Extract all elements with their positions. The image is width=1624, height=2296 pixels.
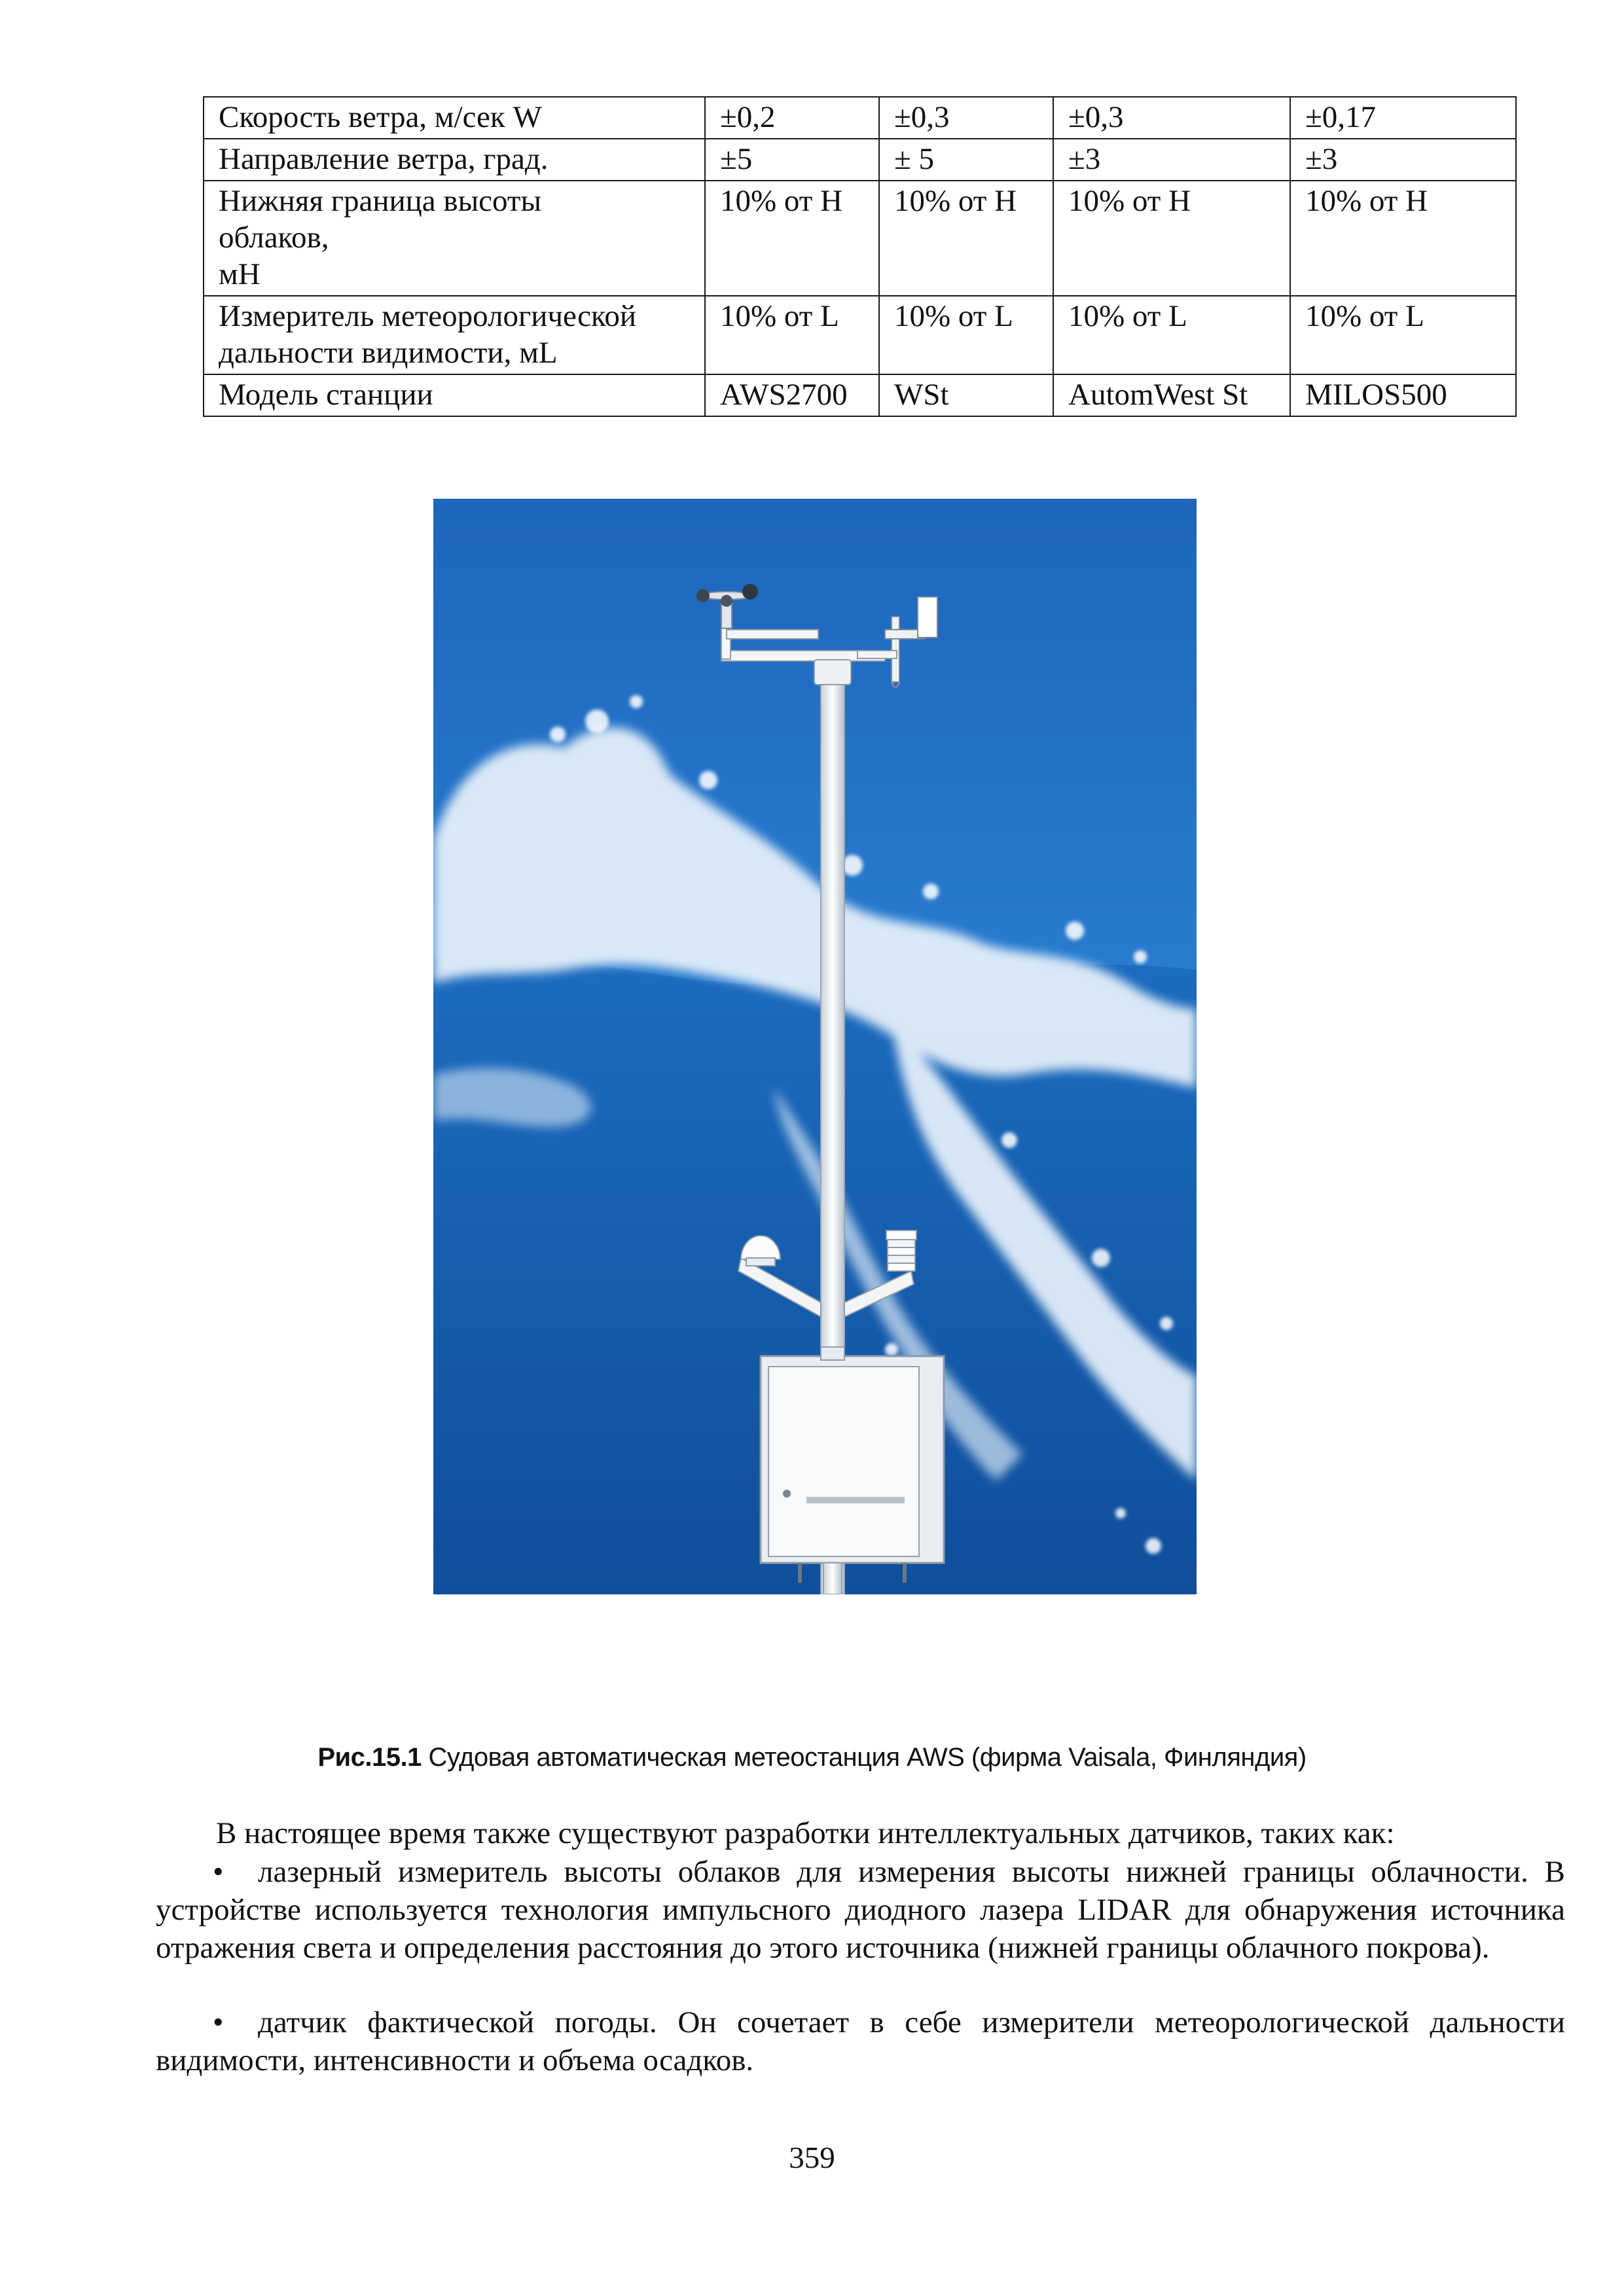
row-parameter: Измеритель метеорологической дальности видимости, мL xyxy=(204,296,705,374)
cell-automwest: ±0,3 xyxy=(1053,97,1290,139)
cell-milos500: MILOS500 xyxy=(1290,374,1516,416)
table-row xyxy=(204,97,1516,139)
cell-automwest: 10% от Н xyxy=(1053,181,1290,296)
radiation-shield xyxy=(886,1230,916,1271)
cell-aws2700: 10% от Н xyxy=(705,181,879,296)
row-parameter: Скорость ветра, м/сек W xyxy=(204,97,705,139)
cell-milos500: ±0,17 xyxy=(1290,97,1516,139)
figure-caption-text: Судовая автоматическая метеостанция AWS (фирма Vaisala, Финляндия) xyxy=(421,1743,1307,1772)
bullet-text: датчик фактической погоды. Он сочетает в себе измерители метеорологической дальности видимости, интенсивности и объема осадков. xyxy=(156,2005,1565,2077)
cell-automwest: AutomWest St xyxy=(1053,374,1290,416)
cell-aws2700: ±5 xyxy=(705,139,879,181)
cell-wst: ±0,3 xyxy=(879,97,1053,139)
table-row xyxy=(204,374,1516,416)
page-number: 359 xyxy=(789,2141,835,2175)
list-item xyxy=(156,1853,1565,1967)
intro-paragraph: В настоящее время также существуют разработки интеллектуальных датчиков, таких как: xyxy=(216,1816,1395,1850)
cell-milos500: 10% от Н xyxy=(1290,181,1516,296)
row-parameter: Направление ветра, град. xyxy=(204,139,705,181)
table-row xyxy=(204,296,1516,374)
row-parameter: Модель станции xyxy=(204,374,705,416)
cell-milos500: 10% от L xyxy=(1290,296,1516,374)
cell-wst: 10% от Н xyxy=(879,181,1053,296)
table-row xyxy=(204,181,1516,296)
figure-caption xyxy=(0,1743,1624,1772)
list-item xyxy=(156,2003,1565,2079)
cell-automwest: 10% от L xyxy=(1053,296,1290,374)
cell-aws2700: 10% от L xyxy=(705,296,879,374)
cell-wst: ± 5 xyxy=(879,139,1053,181)
cell-automwest: ±3 xyxy=(1053,139,1290,181)
weather-station-photo xyxy=(433,499,1197,1594)
cell-wst: WSt xyxy=(879,374,1053,416)
electronics-enclosure xyxy=(761,1347,944,1594)
cell-aws2700: ±0,2 xyxy=(705,97,879,139)
specifications-table xyxy=(203,96,1517,417)
bullet-text: лазерный измеритель высоты облаков для измерения высоты нижней границы облачности. В устройстве используется технология импульсного диодного лазера LIDAR для обнаружения источника отражения света и определения расстояния до этого источника (нижней границы облачного покрова). xyxy=(156,1855,1565,1965)
cell-aws2700: AWS2700 xyxy=(705,374,879,416)
row-parameter: Нижняя граница высоты облаков, мН xyxy=(204,181,705,296)
bullet-symbol: • xyxy=(213,1855,224,1889)
cell-wst: 10% от L xyxy=(879,296,1053,374)
table-row xyxy=(204,139,1516,181)
figure-label: Рис.15.1 xyxy=(317,1743,422,1772)
bullet-symbol: • xyxy=(213,2005,224,2039)
cell-milos500: ±3 xyxy=(1290,139,1516,181)
